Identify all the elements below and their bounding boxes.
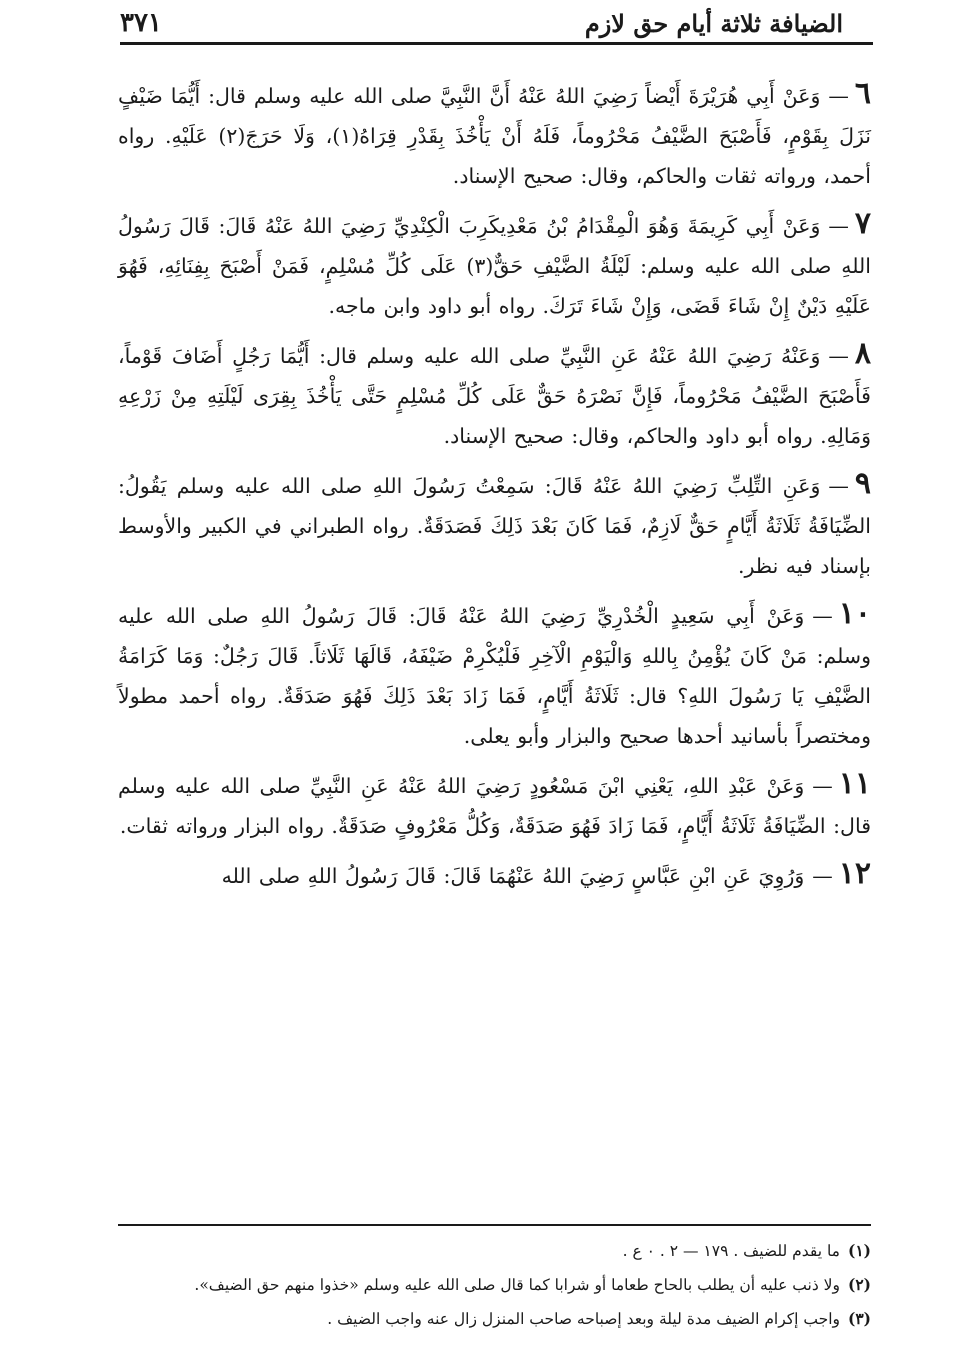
footnote-text: واجب إكرام الضيف مدة ليلة وبعد إصباحه صاحب المنزل زال عنه واجب الضيف . [327, 1310, 840, 1328]
hadith-dash: — [812, 864, 833, 888]
hadith-number: ٩ [854, 466, 871, 501]
hadith-dash: — [812, 774, 833, 798]
hadith-number: ١١ [838, 766, 871, 801]
hadith-paragraph [118, 854, 871, 896]
chapter-title: الضيافة ثلاثة أيام حق لازم [584, 8, 843, 38]
main-text [118, 74, 871, 904]
header-rule [120, 42, 873, 45]
hadith-paragraph [118, 764, 871, 846]
hadith-paragraph [118, 464, 871, 586]
hadith-paragraph [118, 74, 871, 196]
hadith-dash: — [828, 84, 849, 108]
footnote [118, 1268, 871, 1302]
hadith-text: وَرُوِيَ عَنِ ابْنِ عَبَّاسٍ رَضِيَ اللهُ عَنْهُمَا قَالَ: قَالَ رَسُولُ اللهِ صلى الله [221, 864, 805, 888]
hadith-text: وَعَنْ عَبْدِ اللهِ، يَعْنِي ابْنَ مَسْعُودٍ رَضِيَ اللهُ عَنْهُ عَنِ النَّبِيِّ صلى الله عليه وسلم قال: الضِّيَافَةُ ثَلَاثَةُ أَيَّامٍ، فَمَا زَادَ فَهُوَ صَدَقَةٌ، وَكُلُّ مَعْرُوفٍ صَدَقَةٌ. رواه البزار ورواته ثقات. [118, 774, 871, 838]
hadith-paragraph [118, 334, 871, 456]
footnote-rule [118, 1224, 871, 1226]
hadith-paragraph [118, 594, 871, 756]
running-header [120, 6, 843, 40]
footnote [118, 1302, 871, 1336]
hadith-text: وَعَنْ أَبِي سَعِيدٍ الْخُدْرِيِّ رَضِيَ اللهُ عَنْهُ قَالَ: قَالَ رَسُولُ اللهِ صلى الله عليه وسلم: مَنْ كَانَ يُؤْمِنُ بِاللهِ وَالْيَوْمِ الْآخِرِ فَلْيُكْرِمْ ضَيْفَهُ، قَالَهَا ثَلَاثاً. قَالَ رَجُلٌ: وَمَا كَرَامَةُ الضَّيْفِ يَا رَسُولَ اللهِ؟ قال: ثَلَاثَةُ أَيَّامٍ، فَمَا زَادَ بَعْدَ ذَلِكَ فَهُوَ صَدَقَةٌ. رواه أحمد مطولاً ومختصراً بأسانيد أحدها صحيح والبزار وأبو يعلى. [118, 604, 871, 748]
footnote-text: ولا ذنب عليه أن يطلب بالحاح طعاما أو شرابا كما قال صلى الله عليه وسلم «خذوا منهم حق الضيف». [194, 1276, 840, 1294]
hadith-number: ٧ [854, 206, 871, 241]
hadith-number: ١٢ [838, 856, 871, 891]
hadith-number: ١٠ [838, 596, 871, 631]
hadith-dash: — [828, 474, 849, 498]
hadith-number: ٨ [854, 336, 871, 371]
hadith-paragraph [118, 204, 871, 326]
footnote-mark: (٢) [847, 1275, 871, 1294]
page-number: ٣٧١ [120, 8, 162, 38]
hadith-dash: — [812, 604, 833, 628]
hadith-text: وَعَنْهُ رَضِيَ اللهُ عَنْهُ عَنِ النَّبِيِّ صلى الله عليه وسلم قال: أَيُّمَا رَجُلٍ أَضَافَ قَوْماً، فَأَصْبَحَ الضَّيْفُ مَحْرُوماً، فَإِنَّ نَصْرَهُ حَقٌّ عَلَى كُلِّ مُسْلِمٍ حَتَّى يَأْخُذَ بِقِرَى لَيْلَتِهِ مِنْ زَرْعِهِ وَمَالِهِ. رواه أبو داود والحاكم، وقال: صحيح الإسناد. [118, 344, 871, 448]
footnotes [118, 1234, 871, 1336]
hadith-dash: — [828, 214, 849, 238]
footnote-mark: (٣) [847, 1309, 871, 1328]
hadith-text: وَعَنْ أَبِي هُرَيْرَةَ أَيْضاً رَضِيَ اللهُ عَنْهُ أَنَّ النَّبِيَّ صلى الله عليه وسلم قال: أَيُّمَا ضَيْفٍ نَزَلَ بِقَوْمٍ، فَأَصْبَحَ الضَّيْفُ مَحْرُوماً، فَلَهُ أَنْ يَأْخُذَ بِقَدْرِ قِرَاهُ(١)، وَلَا حَرَجَ(٢) عَلَيْهِ. رواه أحمد، ورواته ثقات والحاكم، وقال: صحيح الإسناد. [118, 84, 871, 188]
footnote-mark: (١) [847, 1241, 871, 1260]
hadith-number: ٦ [854, 76, 871, 111]
hadith-dash: — [828, 344, 849, 368]
footnote [118, 1234, 871, 1268]
hadith-text: وَعَنْ أَبِي كَرِيمَةَ وَهُوَ الْمِقْدَامُ بْنُ مَعْدِيكَرِبَ الْكِنْدِيِّ رَضِيَ اللهُ عَنْهُ قَالَ: قَالَ رَسُولُ اللهِ صلى الله عليه وسلم: لَيْلَةُ الضَّيْفِ حَقٌّ(٣) عَلَى كُلِّ مُسْلِمٍ، فَمَنْ أَصْبَحَ بِفِنَائِهِ، فَهُوَ عَلَيْهِ دَيْنٌ إِنْ شَاءَ قَضَى، وَإِنْ شَاءَ تَرَكَ. رواه أبو داود وابن ماجه. [118, 214, 871, 318]
footnote-text: ما يقدم للضيف . ١٧٩ — ٢ . ٠ ع . [622, 1242, 840, 1260]
hadith-text: وَعَنِ التِّلِبِّ رَضِيَ اللهُ عَنْهُ قَالَ: سَمِعْتُ رَسُولَ اللهِ صلى الله عليه وسلم يَقُولُ: الضِّيَافَةُ ثَلَاثَةُ أَيَّامٍ حَقٌّ لَازِمٌ، فَمَا كَانَ بَعْدَ ذَلِكَ فَصَدَقَةٌ. رواه الطبراني في الكبير والأوسط بإسناد فيه نظر. [118, 474, 871, 578]
